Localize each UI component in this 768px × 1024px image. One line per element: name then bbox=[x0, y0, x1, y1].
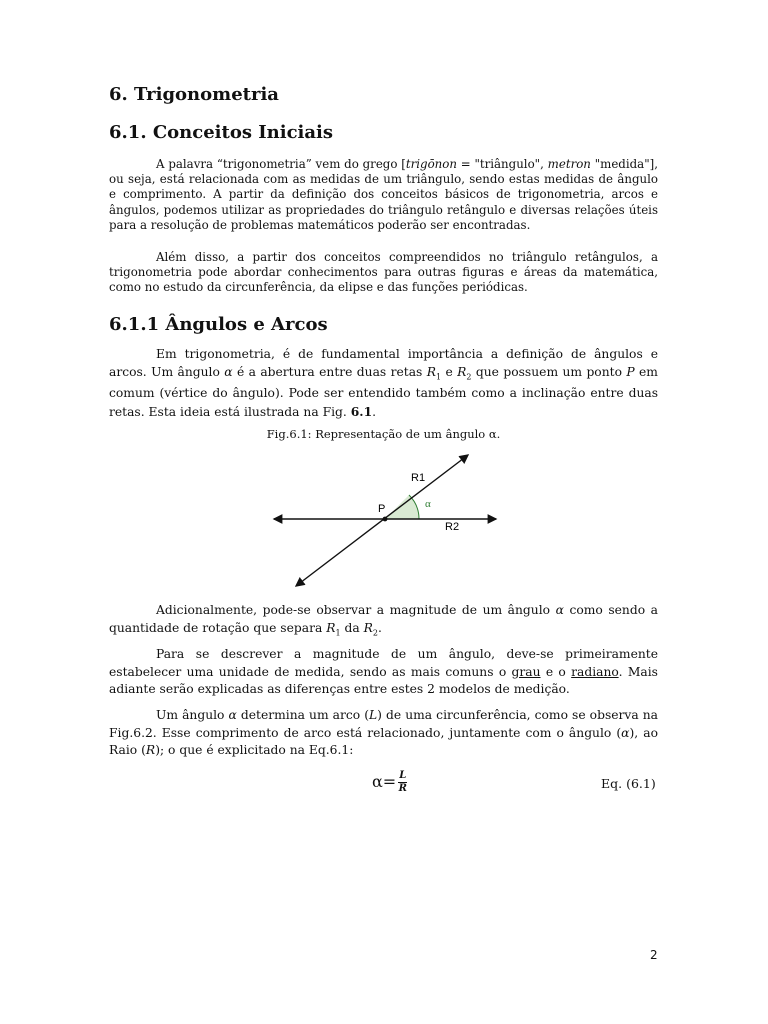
p3-text-e: em comum (vértice do ângulo). Pode ser entendido também como a inclinação entre duas retas. Esta ideia está ilustrada na Fig. bbox=[109, 364, 658, 419]
r2-subscript: 2 bbox=[466, 371, 472, 381]
alpha-symbol: α bbox=[621, 725, 630, 740]
equation bbox=[372, 770, 407, 795]
p5-text-a: Para se descrever a magnitude de um ângulo, deve-se primeiramente estabelecer uma unidade de medida, sendo as mais comuns o bbox=[109, 647, 658, 679]
p5-text-c: . Mais adiante serão explicadas as diferenças entre estes 2 modelos de medição. bbox=[109, 664, 658, 696]
vertex-point bbox=[383, 517, 388, 522]
p6-text-e: ); o que é explicitado na Eq.6.1: bbox=[155, 743, 354, 757]
equation-lhs: α= bbox=[372, 772, 397, 791]
p4-text-d: . bbox=[377, 620, 382, 635]
label-alpha: α bbox=[425, 498, 431, 510]
equation-label: Eq. (6.1) bbox=[601, 776, 656, 791]
r2-symbol: R bbox=[457, 364, 467, 379]
label-r2: R2 bbox=[445, 521, 460, 533]
p1-term-metron: metron bbox=[547, 157, 591, 171]
angle-diagram bbox=[268, 450, 504, 592]
p4-text-c: da bbox=[340, 620, 364, 635]
term-radiano: radiano bbox=[571, 664, 619, 679]
p1-text-e: "medida"], ou seja, está relacionada com as medidas de um triângulo, sendo estas medidas de ângulo e comprimento. A partir da definição dos conceitos básicos de trigonometria, arcos e ângulos, podemos utilizar as propriedades do triângulo retângulo e diversas relações úteis para a resolução de problemas matemáticos poderão ser encontradas. bbox=[109, 157, 658, 232]
p3-text-f: . bbox=[372, 404, 377, 419]
r1-symbol: R bbox=[426, 364, 437, 379]
p2-text: Além disso, a partir dos conceitos compreendidos no triângulo retângulos, a trigonometria pode abordar conhecimentos para outras figuras e áreas da matemática, como no estudo da circunferência, da elipse e das funções periódicas. bbox=[109, 250, 658, 295]
fraction-denominator: R bbox=[398, 783, 407, 794]
r1-symbol: R bbox=[326, 620, 336, 635]
p3-text-d: que possuem um ponto bbox=[471, 364, 627, 379]
arc-length-symbol: L bbox=[369, 708, 378, 722]
p3-text-a: Em trigonometria, é de fundamental importância a definição de ângulos e arcos. Um ângulo bbox=[109, 347, 658, 379]
alpha-symbol: α bbox=[228, 708, 237, 722]
paragraph-6 bbox=[109, 707, 658, 760]
equation-fraction bbox=[398, 770, 407, 795]
p1-text-a: A palavra “trigonometria” vem do grego [ bbox=[156, 157, 406, 171]
p6-text-b: determina um arco ( bbox=[236, 708, 369, 722]
p6-text-c: ) de uma circunferência, como se observa na Fig.6.2. Esse comprimento de arco está relacionado, juntamente com o ângulo ( bbox=[109, 708, 658, 740]
page-number: 2 bbox=[650, 948, 658, 962]
alpha-symbol: α bbox=[555, 603, 564, 617]
angle-arc-sector bbox=[385, 495, 419, 519]
p3-text-b: é a abertura entre duas retas bbox=[232, 364, 427, 379]
figure-reference: 6.1 bbox=[350, 403, 373, 419]
figure-caption: Fig.6.1: Representação de um ângulo α. bbox=[266, 427, 501, 441]
p3-text-c: e bbox=[441, 364, 458, 379]
fraction-numerator: L bbox=[399, 770, 407, 781]
paragraph-3 bbox=[109, 346, 658, 421]
r1-subscript: 1 bbox=[335, 627, 341, 637]
paragraph-4 bbox=[109, 602, 658, 641]
term-grau: grau bbox=[511, 664, 541, 679]
chapter-heading: 6. Trigonometria bbox=[109, 84, 279, 105]
p6-text-a: Um ângulo bbox=[156, 708, 229, 722]
label-p: P bbox=[378, 503, 386, 515]
label-r1: R1 bbox=[411, 472, 426, 484]
angle-figure bbox=[268, 450, 504, 592]
radius-symbol: R bbox=[145, 743, 156, 757]
paragraph-1 bbox=[109, 157, 658, 233]
section-heading: 6.1. Conceitos Iniciais bbox=[109, 122, 334, 143]
paragraph-2 bbox=[109, 250, 658, 296]
r2-subscript: 2 bbox=[372, 627, 378, 637]
subsection-heading: 6.1.1 Ângulos e Arcos bbox=[109, 314, 328, 335]
paragraph-5 bbox=[109, 646, 658, 699]
line-r1 bbox=[296, 455, 468, 586]
p-symbol: P bbox=[626, 364, 635, 379]
p1-text-c: = "triângulo", bbox=[456, 157, 548, 171]
p1-term-trigonon: trigōnon bbox=[405, 157, 457, 171]
alpha-symbol: α bbox=[224, 364, 233, 379]
r1-subscript: 1 bbox=[436, 371, 442, 381]
r2-symbol: R bbox=[363, 620, 373, 635]
p4-text-b: como sendo a quantidade de rotação que separa bbox=[109, 603, 658, 635]
p5-text-b: e o bbox=[540, 664, 572, 679]
p4-text-a: Adicionalmente, pode-se observar a magnitude de um ângulo bbox=[156, 603, 556, 617]
p6-text-d: ), ao Raio ( bbox=[109, 725, 658, 757]
